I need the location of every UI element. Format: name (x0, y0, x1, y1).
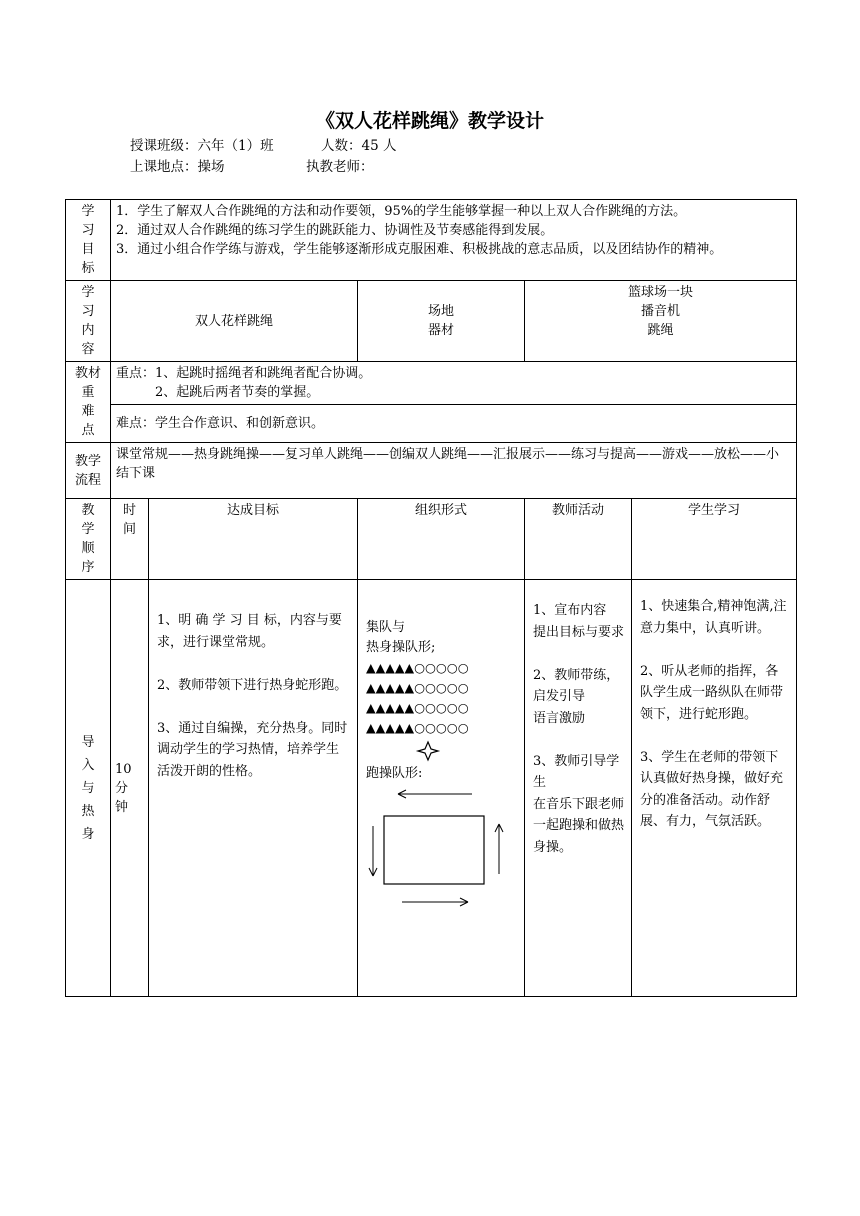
content-row (66, 281, 797, 362)
col-time: 时 间 (111, 499, 149, 580)
run-formation-label: 跑操队形: (366, 766, 423, 781)
lesson-plan-table (65, 199, 797, 997)
flow-header: 教学 流程 (66, 443, 111, 499)
goal-item: 3．通过小组合作学练与游戏，学生能够逐渐形成克服困难、积极挑战的意志品质，以及团结协作的精神。 (116, 242, 723, 257)
formation-row: ▲▲▲▲▲○○○○○ (366, 700, 469, 715)
venue-items: 篮球场一块 播音机 跳绳 (525, 281, 797, 362)
hard-points-row (66, 405, 797, 443)
org-title: 集队与 热身操队形; (366, 620, 436, 655)
hard-points: 难点：学生合作意识、和创新意识。 (111, 405, 797, 443)
formation-row: ▲▲▲▲▲○○○○○ (366, 680, 469, 695)
difficulty-header: 教材 重 难 点 (66, 362, 111, 443)
column-header-row (66, 499, 797, 580)
phase-time: 10 分 钟 (111, 580, 149, 997)
venue-label: 场地 器材 (358, 281, 525, 362)
phase-goals: 1、明 确 学 习 目 标，内容与要求，进行课堂常规。 2、教师带领下进行热身蛇形跑。 3、通过自编操，充分热身。同时调动学生的学习热情，培养学生活泼开朗的性格。 (149, 580, 358, 997)
col-teacher: 教师活动 (525, 499, 632, 580)
goals-header: 学 习 目 标 (66, 200, 111, 281)
goal-item: 2．通过双人合作跳绳的练习学生的跳跃能力、协调性及节奏感能得到发展。 (116, 223, 554, 238)
content-header: 学 习 内 容 (66, 281, 111, 362)
section-row-warmup (66, 580, 797, 997)
student-activity: 1、快速集合,精神饱满,注意力集中，认真听讲。 2、听从老师的指挥，各队学生成一路纵队在师带领下，进行蛇形跑。 3、学生在老师的带领下认真做好热身操，做好充分的准备活动。动作舒展、有力，气氛活跃。 (632, 580, 797, 997)
col-order: 教 学 顺 序 (66, 499, 111, 580)
organization-cell (358, 580, 525, 997)
goal-item: 1．学生了解双人合作跳绳的方法和动作要领，95%的学生能够掌握一种以上双人合作跳绳的方法。 (116, 204, 687, 219)
goals-cell (111, 200, 797, 281)
flow-row (66, 443, 797, 499)
class-label: 授课班级：六年（1）班 (130, 138, 274, 154)
content-name: 双人花样跳绳 (111, 281, 358, 362)
teacher-activity: 1、宣布内容 提出目标与要求 2、教师带练， 启发引导 语言激励 3、教师引导学生 在音乐下跟老师一起跑操和做热身操。 (525, 580, 632, 997)
col-student: 学生学习 (632, 499, 797, 580)
key-points-row (66, 362, 797, 405)
key-points: 重点：1、起跳时摇绳者和跳绳者配合协调。 2、起跳后两者节奏的掌握。 (111, 362, 797, 405)
phase-name: 导 入 与 热 身 (66, 580, 111, 997)
col-org: 组织形式 (358, 499, 525, 580)
teacher-star-icon (366, 738, 516, 764)
teacher-label: 执教老师： (306, 159, 374, 175)
student-count-label: 人数：45 人 (321, 138, 397, 154)
place-label: 上课地点：操场 (130, 159, 225, 175)
col-goal: 达成目标 (149, 499, 358, 580)
formation-row: ▲▲▲▲▲○○○○○ (366, 660, 469, 675)
formation-row: ▲▲▲▲▲○○○○○ (366, 720, 469, 735)
run-route-diagram (366, 786, 516, 911)
flow-text: 课堂常规——热身跳绳操——复习单人跳绳——创编双人跳绳——汇报展示——练习与提高——游戏——放松——小结下课 (111, 443, 797, 499)
goals-row (66, 200, 797, 281)
page-title: 《双人花样跳绳》教学设计 (315, 110, 544, 132)
